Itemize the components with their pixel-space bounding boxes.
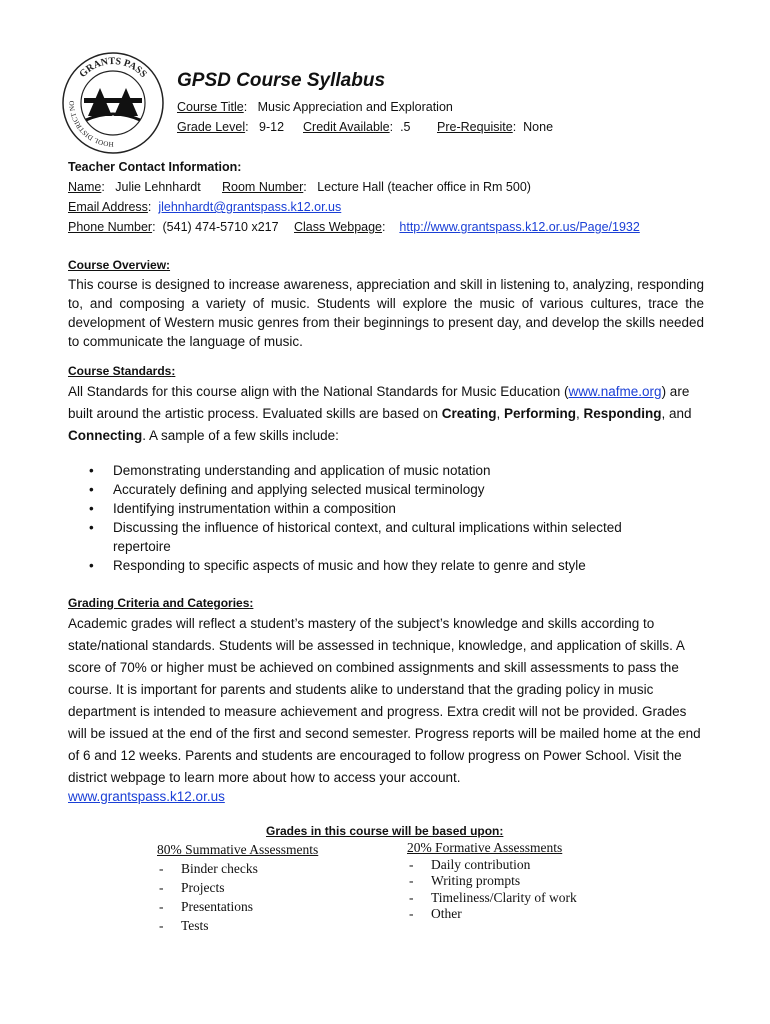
logo-side-text: HOOL DISTRICT NO bbox=[67, 100, 114, 149]
overview-text: This course is designed to increase awareness, appreciation and skill in listening to, analyzing, responding to, and composing a variety of music. Students will explore the music of various cultures, trace the development of Western music genres from their beginnings to present day, and develop the skills needed to communicate the language of music. bbox=[68, 277, 704, 349]
name-value: Julie Lehnhardt bbox=[115, 180, 201, 194]
list-item: - Daily contribution bbox=[407, 857, 637, 874]
and-word: and bbox=[669, 406, 692, 421]
list-item: • Discussing the influence of historical context, and cultural implications within selected repertoire bbox=[68, 518, 668, 556]
responding-term: Responding bbox=[583, 406, 662, 421]
list-item: - Writing prompts bbox=[407, 873, 637, 890]
email-link[interactable]: jlehnhardt@grantspass.k12.or.us bbox=[158, 200, 342, 214]
overview-heading: Course Overview: bbox=[68, 258, 171, 272]
list-item: • Accurately defining and applying selected musical terminology bbox=[68, 480, 668, 499]
list-item: • Demonstrating understanding and application of music notation bbox=[68, 461, 668, 480]
webpage-link[interactable]: http://www.grantspass.k12.or.us/Page/1932 bbox=[399, 220, 640, 234]
name-label: Name bbox=[68, 180, 102, 194]
grading-text: Academic grades will reflect a student’s mastery of the subject’s knowledge and skills according to state/national standards. Students will be assessed in technique, knowledge, and application of skills. A score of 70% or higher must be achieved on combined assignments and skill assessments to pass the course. It is important for parents and students alike to understand that the grading policy in music department is intended to measure achievement and progress. Extra credit will not be provided. Grades will be issued at the end of the first and second semester. Progress reports will be mailed home at the end of 6 and 12 weeks. Parents and students are encouraged to follow progress on Power School. Visit the district webpage to learn more about how to access your account. bbox=[68, 616, 701, 785]
list-item: - Projects bbox=[157, 878, 387, 897]
list-item: - Timeliness/Clarity of work bbox=[407, 890, 637, 907]
skills-list bbox=[68, 461, 668, 575]
credit-line: Credit Available: .5 bbox=[303, 120, 411, 134]
performing-term: Performing bbox=[503, 406, 576, 421]
standards-heading: Course Standards: bbox=[68, 364, 176, 378]
contact-heading: Teacher Contact Information: bbox=[68, 160, 242, 174]
room-line: Room Number: Lecture Hall (teacher office in Rm 500) bbox=[222, 180, 531, 194]
list-item: - Other bbox=[407, 906, 637, 923]
credit-label: Credit Available bbox=[303, 120, 390, 134]
room-label: Room Number bbox=[222, 180, 304, 194]
formative-column bbox=[407, 840, 637, 923]
nafme-link[interactable]: www.nafme.org bbox=[568, 384, 662, 399]
grading-heading-text: Grading Criteria and Categories bbox=[68, 596, 250, 610]
email-line: Email Address: jlehnhardt@grantspass.k12.or.us bbox=[68, 200, 342, 214]
list-item: - Presentations bbox=[157, 897, 387, 916]
summative-title: 80% Summative Assessments bbox=[157, 842, 319, 857]
grade-level-value: 9-12 bbox=[259, 120, 285, 134]
grades-heading: Grades in this course will be based upon: bbox=[266, 824, 504, 838]
prereq-line: Pre-Requisite: None bbox=[437, 120, 554, 134]
logo-top-text: GRANTS PASS bbox=[77, 55, 149, 80]
course-title-value: Music Appreciation and Exploration bbox=[257, 100, 453, 114]
course-title-line: Course Title: Music Appreciation and Exploration bbox=[177, 100, 453, 114]
name-line: Name: Julie Lehnhardt bbox=[68, 180, 201, 194]
credit-value: .5 bbox=[400, 120, 411, 134]
phone-label: Phone Number bbox=[68, 220, 153, 234]
phone-line: Phone Number: (541) 474-5710 x217 bbox=[68, 220, 279, 234]
page-title: GPSD Course Syllabus bbox=[177, 70, 386, 91]
webpage-line: Class Webpage: http://www.grantspass.k12.or.us/Page/1932 bbox=[294, 220, 640, 234]
webpage-label: Class Webpage bbox=[294, 220, 383, 234]
grading-heading: Grading Criteria and Categories: bbox=[68, 596, 254, 610]
prereq-value: None bbox=[523, 120, 554, 134]
standards-intro-2: ) are built around the artistic process. Evaluated skills are based on bbox=[68, 384, 690, 421]
standards-intro-3: . A sample of a few skills include: bbox=[142, 428, 339, 443]
creating-term: Creating bbox=[441, 406, 497, 421]
grade-level-label: Grade Level bbox=[177, 120, 246, 134]
list-item: - Tests bbox=[157, 916, 387, 935]
course-title-label: Course Title bbox=[177, 100, 244, 114]
room-value: Lecture Hall (teacher office in Rm 500) bbox=[317, 180, 531, 194]
formative-title: 20% Formative Assessments bbox=[407, 840, 563, 855]
overview-heading-text: Course Overview bbox=[68, 258, 167, 272]
prereq-label: Pre-Requisite bbox=[437, 120, 513, 134]
summative-column bbox=[157, 840, 387, 935]
standards-intro: All Standards for this course align with the National Standards for Music Education (www.nafme.org) are built around the artistic process. Evaluated skills are based on Creating, Performing, Responding, and Connecting. A sample of a few skills include: bbox=[68, 384, 692, 443]
list-item: • Responding to specific aspects of music and how they relate to genre and style bbox=[68, 556, 668, 575]
standards-intro-1: All Standards for this course align with the National Standards for Music Education ( bbox=[68, 384, 569, 399]
standards-heading-text: Course Standards bbox=[68, 364, 172, 378]
grade-level-line: Grade Level: 9-12 bbox=[177, 120, 285, 134]
connecting-term: Connecting bbox=[68, 428, 143, 443]
email-label: Email Address bbox=[68, 200, 148, 214]
district-logo bbox=[60, 50, 166, 156]
district-link[interactable]: www.grantspass.k12.or.us bbox=[68, 789, 225, 804]
list-item: - Binder checks bbox=[157, 859, 387, 878]
phone-value: (541) 474-5710 x217 bbox=[162, 220, 279, 234]
list-item: • Identifying instrumentation within a composition bbox=[68, 499, 668, 518]
